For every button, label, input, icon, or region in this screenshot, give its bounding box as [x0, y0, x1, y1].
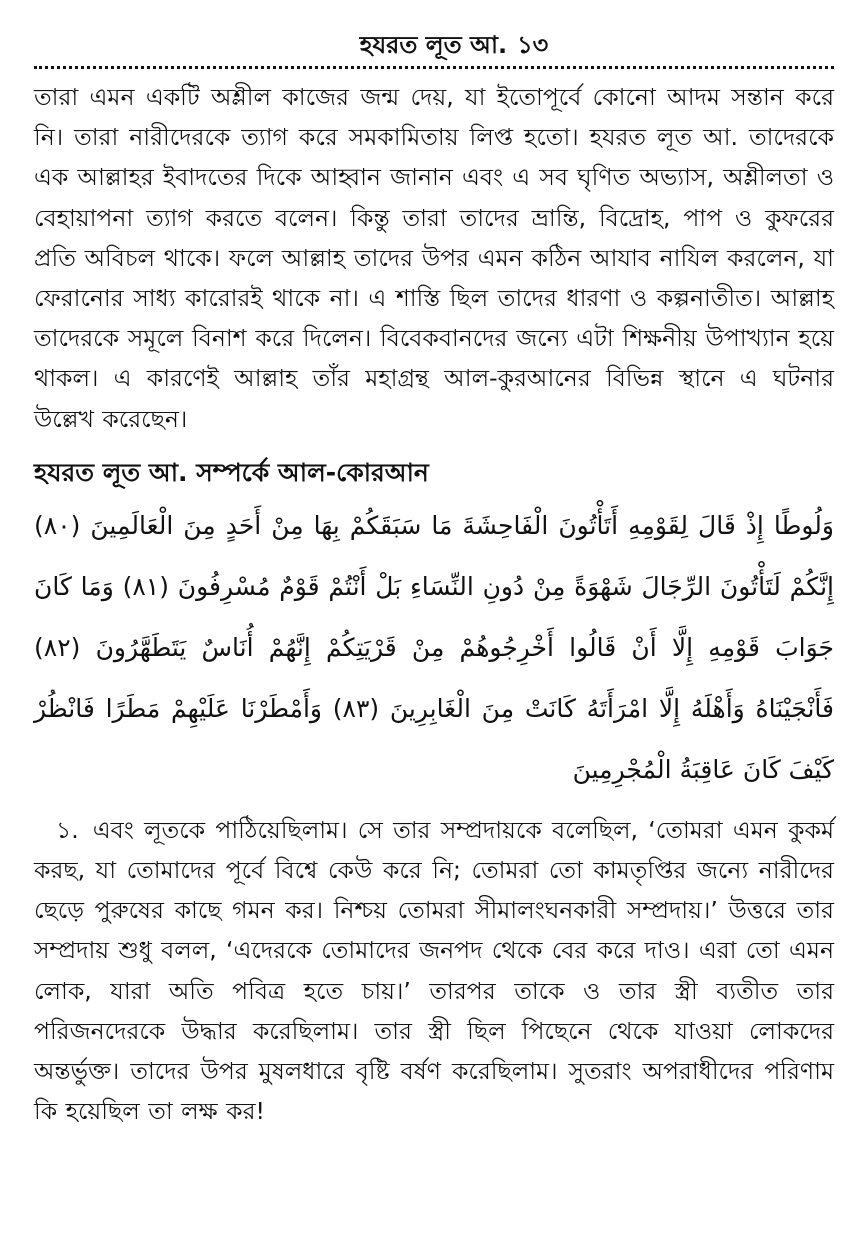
running-header [34, 28, 834, 62]
page-number: ১৩ [517, 31, 549, 59]
translation-paragraph [34, 810, 834, 1132]
translation-number: ১. [56, 815, 79, 844]
translation-text: এবং লূতকে পাঠিয়েছিলাম। সে তার সম্প্রদায়কে বলেছিল, ‘তোমরা এমন কুকর্ম করছ, যা তোমাদের পূর্বে বিশ্বে কেউ করে নি; তোমরা তো কামতৃপ্তির জন্যে নারীদের ছেড়ে পুরুষের কাছে গমন কর। নিশ্চয় তোমরা সীমালংঘনকারী সম্প্রদায়।’ উত্তরে তার সম্প্রদায় শুধু বলল, ‘এদেরকে তোমাদের জনপদ থেকে বের করে দাও। এরা তো এমন লোক, যারা অতি পবিত্র হতে চায়।’ তারপর তাকে ও তার স্ত্রী ব্যতীত তার পরিজনদেরকে উদ্ধার করেছিলাম। তার স্ত্রী ছিল পিছেনে থেকে যাওয়া লোকদের অন্তর্ভুক্ত। তাদের উপর মুষলধারে বৃষ্টি বর্ষণ করেছিলাম। সুতরাং অপরাধীদের পরিণাম কি হয়েছিল তা লক্ষ কর! [34, 815, 835, 1126]
intro-paragraph: তারা এমন একটি অশ্লীল কাজের জন্ম দেয়, যা ইতোপূর্বে কোনো আদম সন্তান করে নি। তারা নারীদেরকে ত্যাগ করে সমকামিতায় লিপ্ত হতো। হযরত লূত আ. তাদেরকে এক আল্লাহর ইবাদতের দিকে আহ্বান জানান এবং এ সব ঘৃণিত অভ্যাস, অশ্লীলতা ও বেহায়াপনা ত্যাগ করতে বলেন। কিন্তু তারা তাদের ভ্রান্তি, বিদ্রোহ, পাপ ও কুফরের প্রতি অবিচল থাকে। ফলে আল্লাহ তাদের উপর এমন কঠিন আযাব নাযিল করলেন, যা ফেরানোর সাধ্য কারোরই থাকে না। এ শাস্তি ছিল তাদের ধারণা ও কল্পনাতীত। আল্লাহ তাদেরকে সমূলে বিনাশ করে দিলেন। বিবেকবানদের জন্যে এটা শিক্ষনীয় উপাখ্যান হয়ে থাকল। এ কারণেই আল্লাহ তাঁর মহাগ্রন্থ আল-কুরআনের বিভিন্ন স্থানে এ ঘটনার উল্লেখ করেছেন। [34, 83, 834, 433]
quran-verses: وَلُوطًا إِذْ قَالَ لِقَوْمِهِ أَتَأْتُونَ الْفَاحِشَةَ مَا سَبَقَكُمْ بِهَا مِنْ أَحَدٍ مِنَ الْعَالَمِينَ (٨٠) إِنَّكُمْ لَتَأْتُونَ الرِّجَالَ شَهْوَةً مِنْ دُونِ النِّسَاءِ بَلْ أَنْتُمْ قَوْمٌ مُسْرِفُونَ (٨١) وَمَا كَانَ جَوَابَ قَوْمِهِ إِلَّا أَنْ قَالُوا أَخْرِجُوهُمْ مِنْ قَرْيَتِكُمْ إِنَّهُمْ أُنَاسٌ يَتَطَهَّرُونَ (٨٢) فَأَنْجَيْنَاهُ وَأَهْلَهُ إِلَّا امْرَأَتَهُ كَانَتْ مِنَ الْغَابِرِينَ (٨٣) وَأَمْطَرْنَا عَلَيْهِمْ مَطَرًا فَانْظُرْ كَيْفَ كَانَ عَاقِبَةُ الْمُجْرِمِينَ [34, 510, 835, 784]
section-heading: হযরত লূত আ. সম্পর্কে আল-কোরআন [34, 457, 429, 487]
dotted-divider [34, 66, 834, 69]
running-title: হযরত লূত আ. [359, 31, 508, 59]
